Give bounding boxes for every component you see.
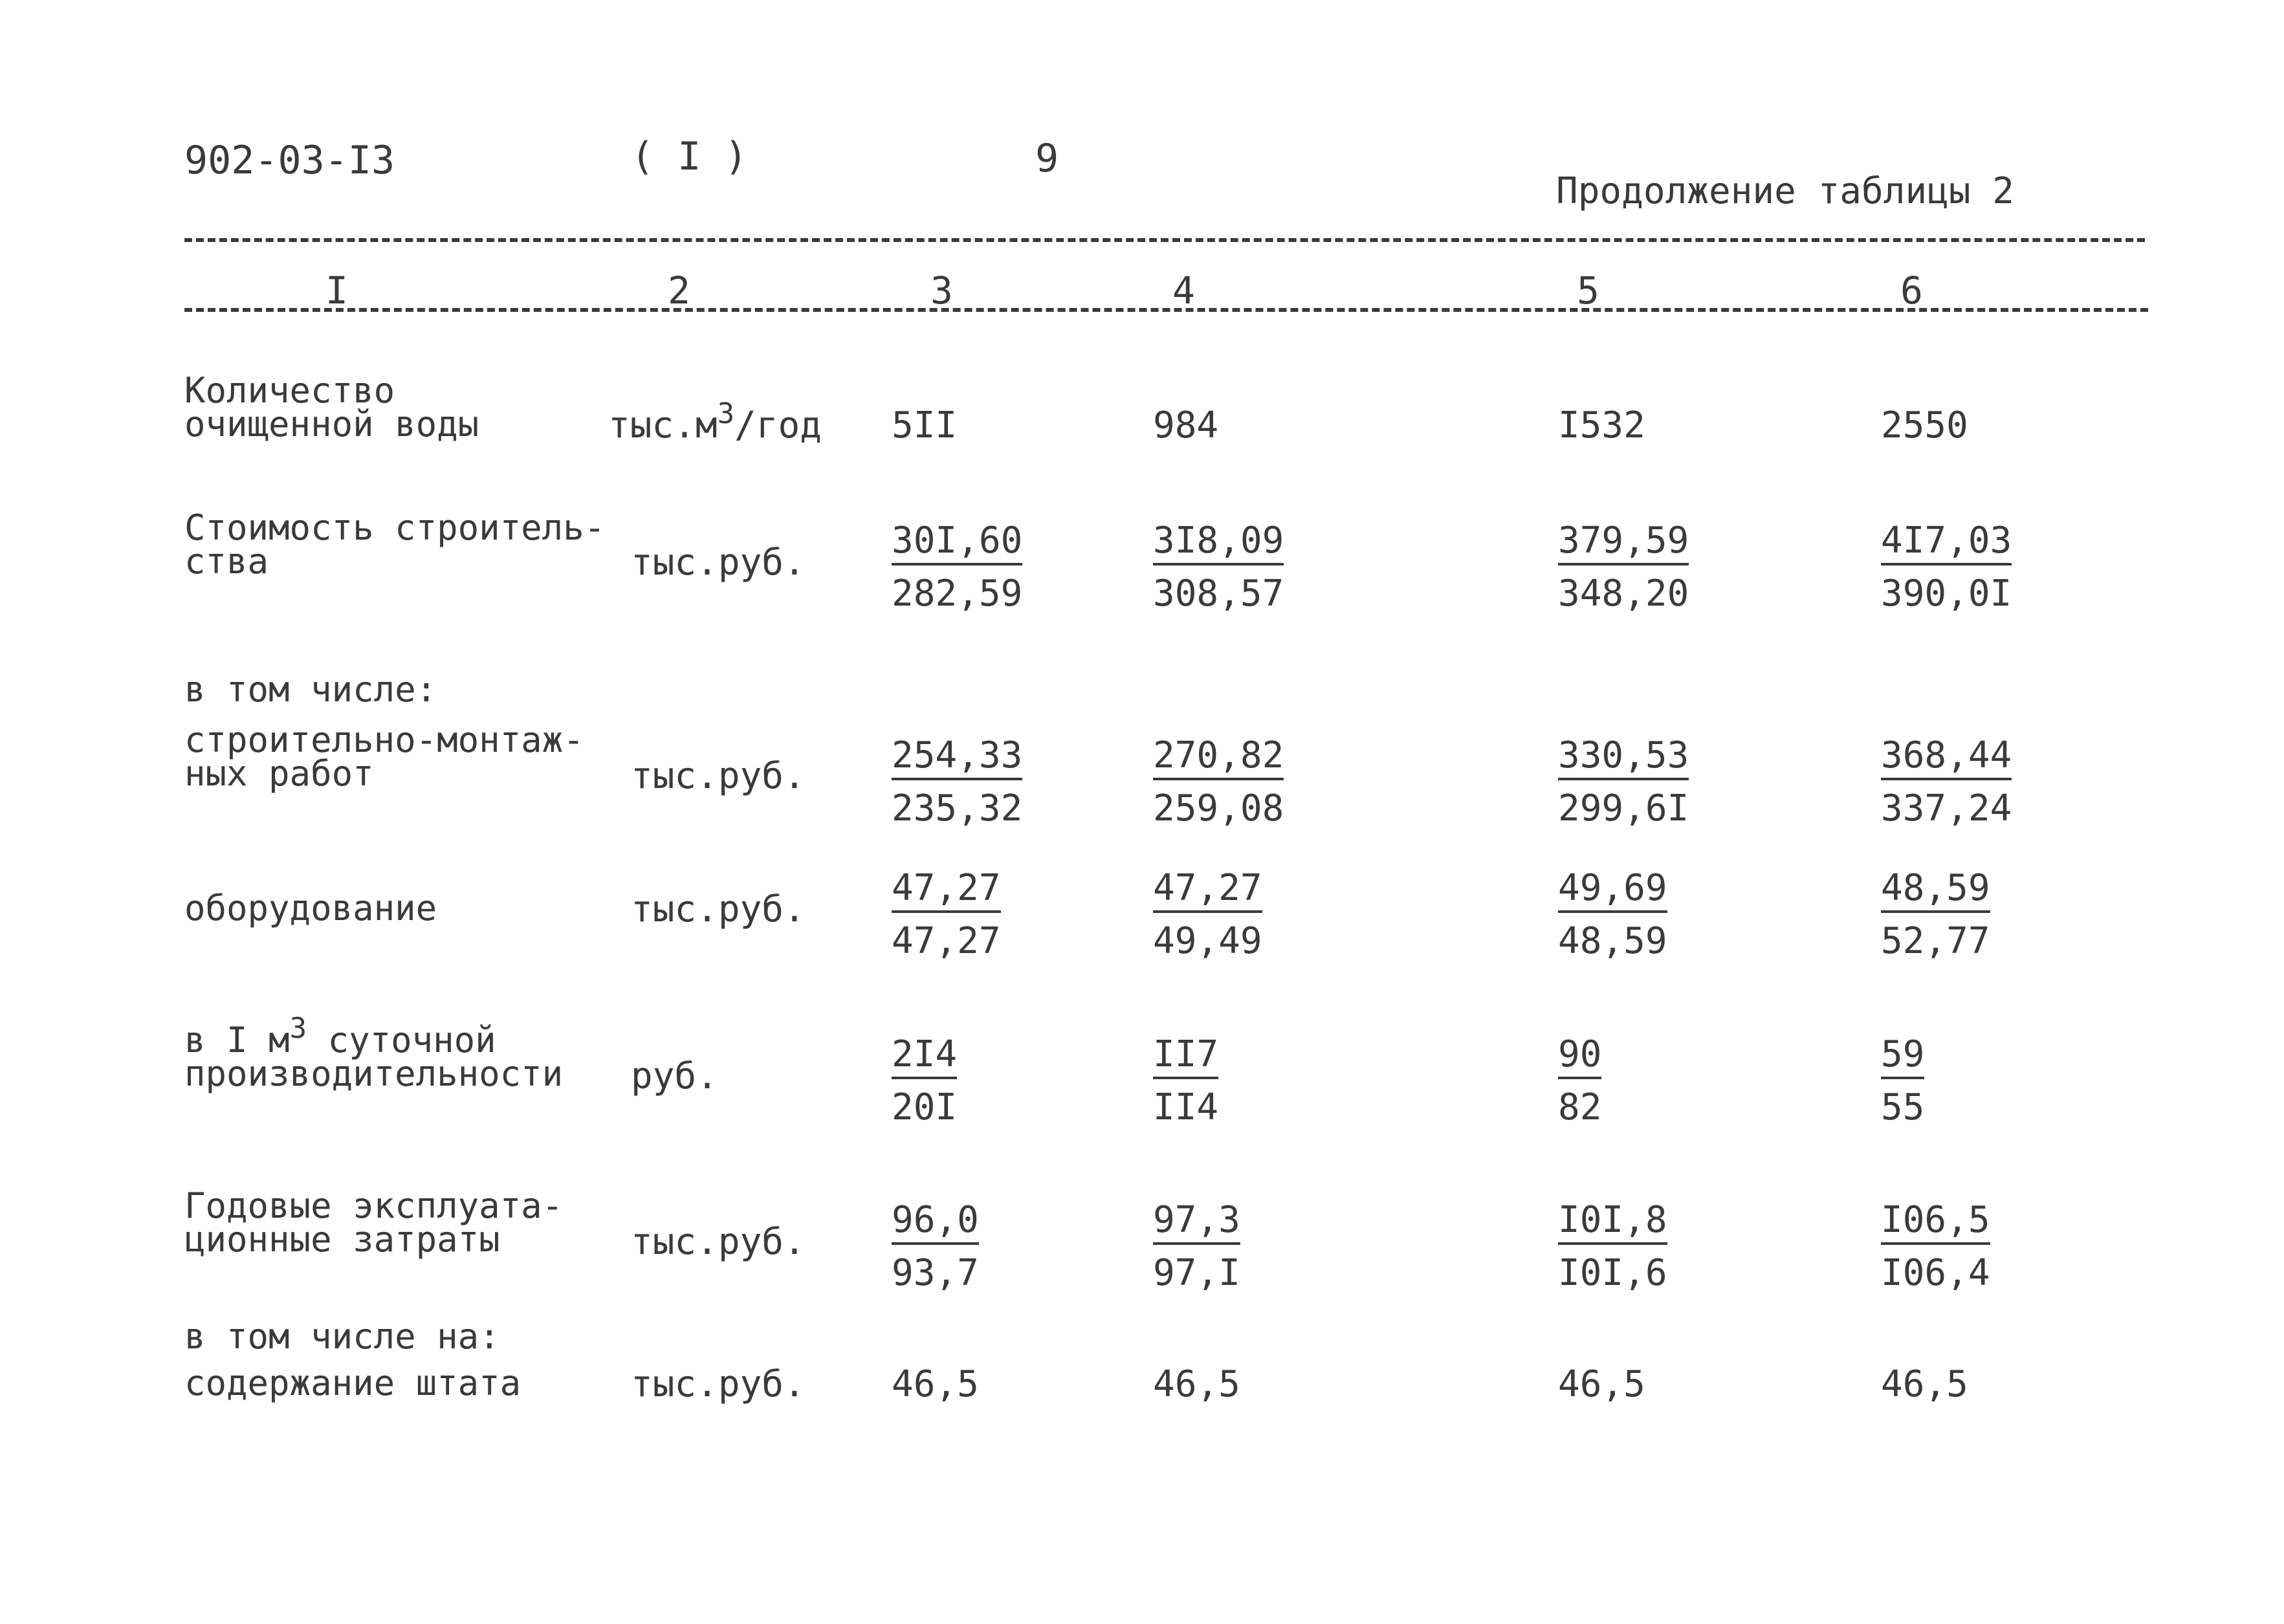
cell-value: 984 (1153, 404, 1219, 446)
fraction-cell: $\frac{330,53}{299,6I}$ (1558, 734, 1689, 829)
column-number-3: 3 (930, 269, 953, 313)
table-continuation-title: Продолжение таблицы 2 (1556, 170, 2015, 212)
fraction-cell: $\frac{49,69}{48,59}$ (1558, 867, 1667, 962)
page-number: 9 (1035, 136, 1059, 181)
section-label: в том числе: (184, 669, 437, 710)
column-number-1: I (325, 269, 348, 313)
row-unit: тыс.руб. (631, 1363, 806, 1405)
fraction-cell: $\frac{30I,60}{282,59}$ (892, 520, 1023, 615)
cell-value: 46,5 (892, 1363, 979, 1405)
row-label: в I $м^3$ суточной производительности (184, 1012, 564, 1094)
row-unit: руб. (631, 1055, 718, 1097)
row-unit: тыс.руб. (631, 755, 806, 797)
fraction-cell: $\frac{97,3}{97,I}$ (1153, 1199, 1240, 1294)
document-part: ( I ) (631, 134, 748, 179)
section-label: в том числе на: (184, 1316, 500, 1357)
fraction-cell: $\frac{3I8,09}{308,57}$ (1153, 520, 1284, 615)
row-label: содержание штата (184, 1363, 522, 1403)
cell-value: 46,5 (1558, 1363, 1645, 1405)
header-rule-top (184, 238, 2145, 242)
fraction-cell: $\frac{96,0}{93,7}$ (892, 1199, 979, 1294)
cell-value: 5II (892, 404, 958, 446)
fraction-cell: $\frac{4I7,03}{390,0I}$ (1881, 520, 2012, 615)
row-label: строительно-монтаж- ных работ (184, 719, 584, 794)
fraction-cell: $\frac{59}{55}$ (1881, 1033, 1925, 1128)
document-code: 902-03-I3 (184, 138, 395, 183)
fraction-cell: $\frac{I06,5}{I06,4}$ (1881, 1199, 1990, 1294)
column-number-6: 6 (1900, 269, 1923, 313)
row-unit: тыс.руб. (631, 888, 806, 930)
column-number-2: 2 (668, 269, 690, 313)
row-label: Количество очищенной воды (184, 370, 479, 444)
column-number-4: 4 (1172, 269, 1195, 313)
fraction-cell: $\frac{254,33}{235,32}$ (892, 734, 1023, 829)
column-number-5: 5 (1577, 269, 1599, 313)
fraction-cell: $\frac{48,59}{52,77}$ (1881, 867, 1990, 962)
fraction-cell: $\frac{47,27}{47,27}$ (892, 867, 1001, 962)
fraction-cell: $\frac{379,59}{348,20}$ (1558, 520, 1689, 615)
row-label: оборудование (184, 888, 437, 928)
cell-value: 46,5 (1153, 1363, 1240, 1405)
row-unit: тыс.руб. (631, 542, 806, 584)
fraction-cell: $\frac{47,27}{49,49}$ (1153, 867, 1262, 962)
fraction-cell: $\frac{90}{82}$ (1558, 1033, 1602, 1128)
cell-value: I532 (1558, 404, 1645, 446)
fraction-cell: $\frac{I0I,8}{I0I,6}$ (1558, 1199, 1667, 1294)
cell-value: 2550 (1881, 404, 1968, 446)
fraction-cell: $\frac{270,82}{259,08}$ (1153, 734, 1284, 829)
fraction-cell: $\frac{2I4}{20I}$ (892, 1033, 958, 1128)
row-label: Стоимость строитель- ства (184, 507, 606, 582)
row-unit: $тыс.м^3$/год (608, 397, 822, 446)
cell-value: 46,5 (1881, 1363, 1968, 1405)
header-rule-bottom (184, 308, 2148, 312)
row-unit: тыс.руб. (631, 1221, 806, 1263)
fraction-cell: $\frac{II7}{II4}$ (1153, 1033, 1219, 1128)
row-label: Годовые эксплуата- ционные затраты (184, 1185, 564, 1260)
fraction-cell: $\frac{368,44}{337,24}$ (1881, 734, 2012, 829)
